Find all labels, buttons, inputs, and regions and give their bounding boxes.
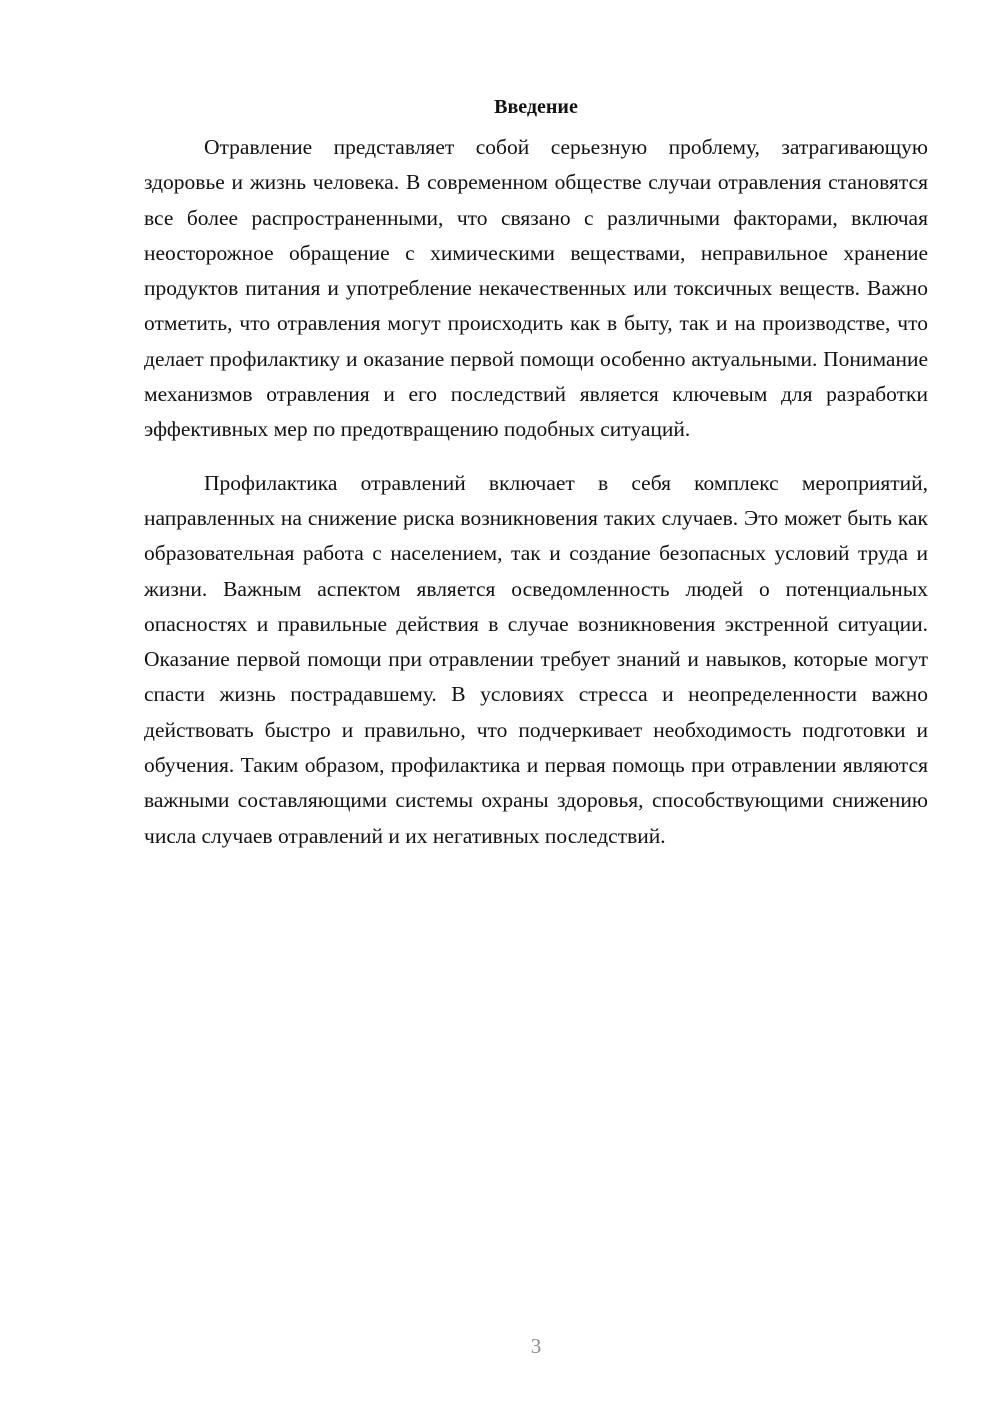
paragraph-introduction: Отравление представляет собой серьезную проблему, затрагивающую здоровье и жизнь человека. В современном обществе случаи отравления становятся все более распространенными, что связано с различными факторами, включая неосторожное обращение с химическими веществами, неправильное хранение продуктов питания и употребление некачественных или токсичных веществ. Важно отметить, что отравления могут происходить как в быту, так и на производстве, что делает профилактику и оказание первой помощи особенно актуальными. Понимание механизмов отравления и его последствий является ключевым для разработки эффективных мер по предотвращению подобных ситуаций. [144,135,928,442]
page-number: 3 [530,1334,542,1358]
page-content [144,92,928,854]
paragraph-prevention: Профилактика отравлений включает в себя комплекс мероприятий, направленных на снижение риска возникновения таких случаев. Это может быть как образовательная работа с населением, так и создание безопасных условий труда и жизни. Важным аспектом является осведомленность людей о потенциальных опасностях и правильные действия в случае возникновения экстренной ситуации. Оказание первой помощи при отравлении требует знаний и навыков, которые могут спасти жизнь пострадавшему. В условиях стресса и неопределенности важно действовать быстро и правильно, что подчеркивает необходимость подготовки и обучения. Таким образом, профилактика и первая помощь при отравлении являются важными составляющими системы охраны здоровья, способствующими снижению числа случаев отравлений и их негативных последствий. [144,470,928,848]
section-heading: Введение [494,96,578,118]
